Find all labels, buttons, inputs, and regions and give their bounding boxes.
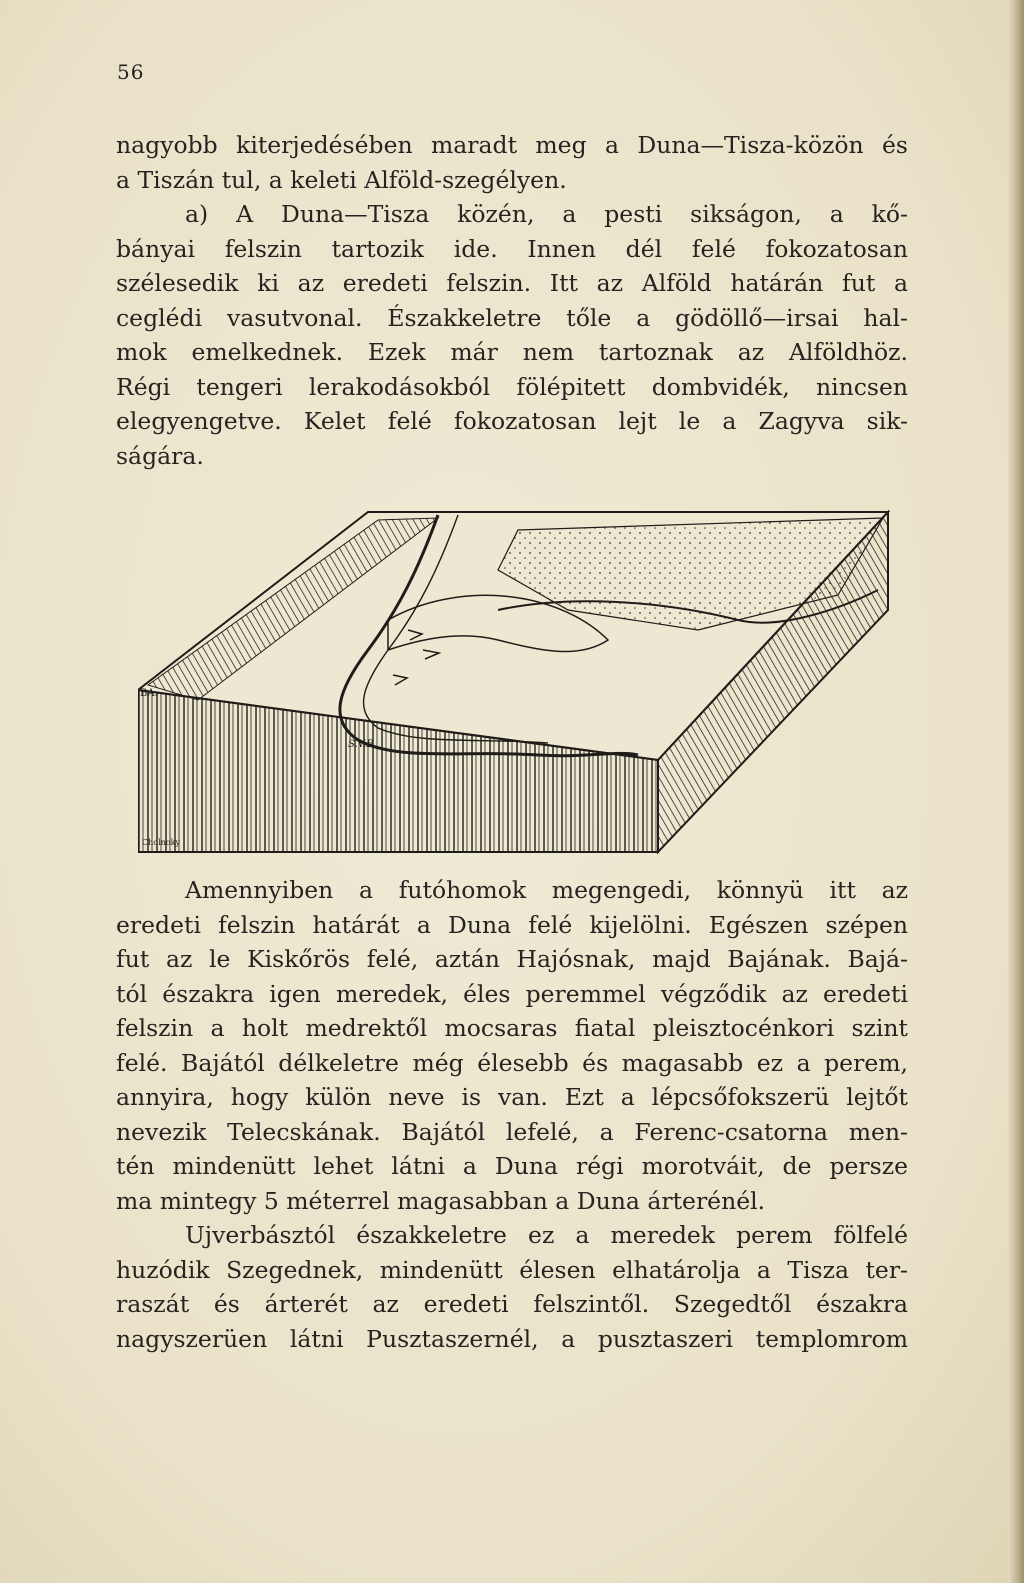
text-line: felszin a holt medrektől mocsaras fiatal pleisztocénkori szint bbox=[116, 1014, 908, 1042]
page-number: 56 bbox=[117, 60, 145, 84]
text-line: felé. Bajától délkeletre még élesebb és magasabb ez a perem, bbox=[116, 1048, 908, 1077]
text-line: huzódik Szegednek, mindenütt élesen elhatárolja a Tisza ter- bbox=[116, 1255, 908, 1284]
text-line: Amennyiben a futóhomok megengedi, könnyü itt az bbox=[185, 876, 908, 904]
text-line: eredeti felszin határát a Duna felé kijelölni. Egészen szépen bbox=[116, 910, 908, 939]
text-line: a) A Duna—Tisza közén, a pesti sikságon, a kő- bbox=[185, 200, 908, 228]
block-diagram-illustration bbox=[138, 500, 898, 860]
text-line: ceglédi vasutvonal. Északkeletre tőle a gödöllő—irsai hal- bbox=[116, 303, 908, 332]
text-line: bányai felszin tartozik ide. Innen dél felé fokozatosan bbox=[116, 234, 908, 263]
text-line: ságára. bbox=[116, 441, 204, 470]
text-line: nagyobb kiterjedésében maradt meg a Duna—Tisza-közön és bbox=[116, 131, 908, 159]
text-line: annyira, hogy külön neve is van. Ezt a lépcsőfokszerü lejtőt bbox=[116, 1083, 908, 1111]
figure-label-left: BA. bbox=[140, 688, 158, 699]
text-line: nevezik Telecskának. Bajától lefelé, a Ferenc-csatorna men- bbox=[116, 1117, 908, 1146]
text-line: szélesedik ki az eredeti felszin. Itt az Alföld határán fut a bbox=[116, 269, 908, 297]
text-line: Ujverbásztól északkeletre ez a meredek perem fölfelé bbox=[185, 1221, 908, 1249]
bottom-paragraphs bbox=[116, 873, 908, 1356]
figure-label-corner: Cholnoky bbox=[142, 838, 180, 847]
text-line: elegyengetve. Kelet felé fokozatosan lejt le a Zagyva sik- bbox=[116, 407, 908, 435]
text-line: mok emelkednek. Ezek már nem tartoznak az Alföldhöz. bbox=[116, 338, 908, 366]
text-line: fut az le Kiskőrös felé, aztán Hajósnak, majd Bajának. Bajá- bbox=[116, 945, 908, 973]
text-line: raszát és árterét az eredeti felszintől. Szegedtől északra bbox=[116, 1290, 908, 1318]
text-line: a Tiszán tul, a keleti Alföld-szegélyen. bbox=[116, 165, 567, 194]
top-paragraphs bbox=[116, 128, 908, 473]
figure-label-middle: S.V.B. bbox=[348, 739, 377, 750]
text-line: ma mintegy 5 méterrel magasabban a Duna árterénél. bbox=[116, 1186, 766, 1215]
page-edge-shadow bbox=[1008, 0, 1024, 1583]
text-line: Régi tengeri lerakodásokból fölépitett dombvidék, nincsen bbox=[116, 372, 908, 401]
text-line: tén mindenütt lehet látni a Duna régi morotváit, de persze bbox=[116, 1152, 908, 1180]
text-line: nagyszerüen látni Pusztaszernél, a pusztaszeri templomrom bbox=[116, 1324, 908, 1353]
text-line: tól északra igen meredek, éles peremmel végződik az eredeti bbox=[116, 979, 908, 1008]
